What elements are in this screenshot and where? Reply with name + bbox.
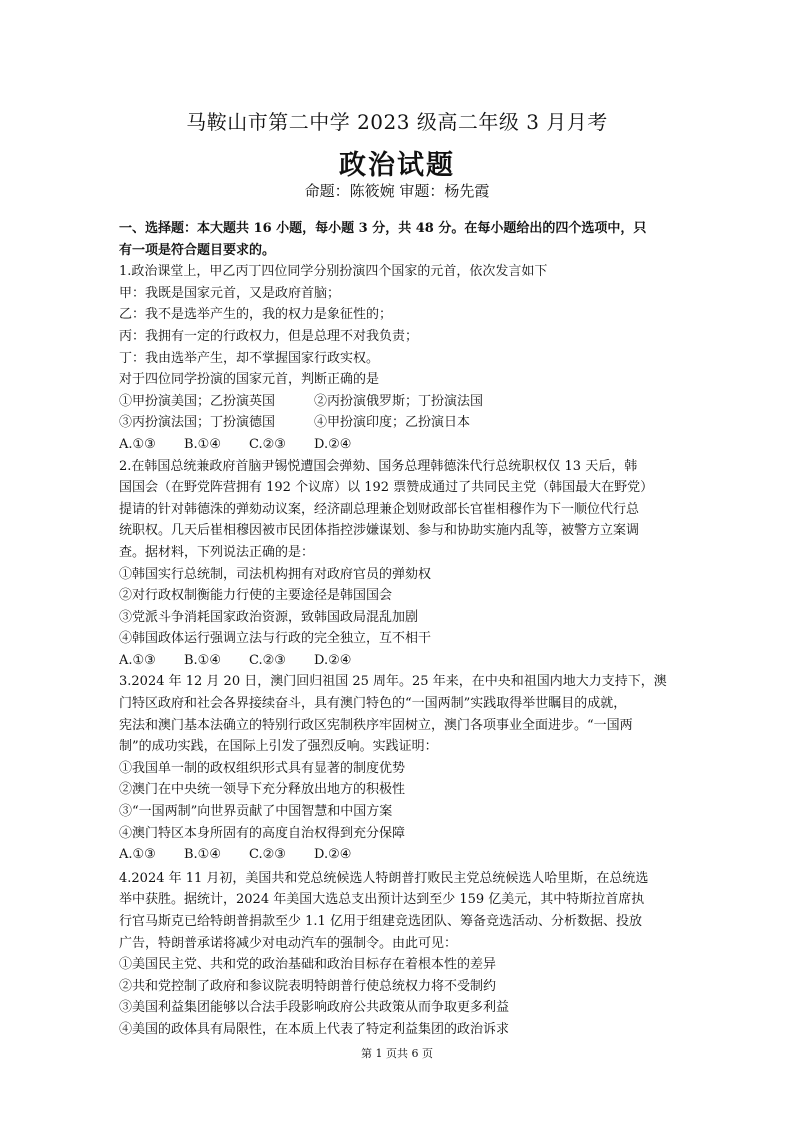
q2-choice-d: D.②④	[314, 652, 352, 668]
page-footer: 第 1 页共 6 页	[361, 1047, 433, 1060]
q1-stem: 1.政治课堂上，甲乙丙丁四位同学分别扮演四个国家的元首，依次发言如下	[119, 264, 548, 280]
q2-option-4: ④韩国政体运行强调立法与行政的完全独立，互不相干	[119, 631, 432, 647]
q1-choice-c: C.②③	[249, 436, 286, 452]
q4-option-4: ④美国的政体具有局限性，在本质上代表了特定利益集团的政治诉求	[119, 1021, 510, 1037]
q3-option-3: ③“一国两制”向世界贡献了中国智慧和中国方案	[119, 804, 393, 820]
q3-choices	[119, 844, 679, 866]
q2-line: 统职权。几天后崔相穆因被市民团体指控涉嫌谋划、参与和协助实施内乱等，被警方立案调	[119, 523, 640, 539]
q4-line: 广告，特朗普承诺将减少对电动汽车的强制令。由此可见：	[119, 935, 458, 951]
q4-line: 4.2024 年 11 月初，美国共和党总统候选人特朗普打败民主党总统候选人哈里斯，在总统选	[119, 870, 649, 886]
q2-option-3: ③党派斗争消耗国家政治资源，致韩国政局混乱加剧	[119, 609, 419, 625]
q4-line: 举中获胜。据统计，2024 年美国大选总支出预计达到至少 159 亿美元，其中特斯拉首席执	[119, 892, 645, 908]
q1-choice-d: D.②④	[314, 436, 352, 452]
q3-line: 3.2024 年 12 月 20 日，澳门回归祖国 25 周年。25 年来，在中央和祖国内地大力支持下，澳	[119, 674, 667, 690]
q1-option-1: ①甲扮演美国；乙扮演英国	[119, 393, 276, 409]
q2-line: 查。据材料，下列说法正确的是：	[119, 544, 315, 560]
q1-question: 对于四位同学扮演的国家元首，判断正确的是	[119, 372, 380, 388]
q1-option-4: ④甲扮演印度；乙扮演日本	[314, 415, 471, 431]
q4-option-1: ①美国民主党、共和党的政治基础和政治目标存在着根本性的差异	[119, 957, 497, 973]
subject-title: 政治试题	[339, 150, 455, 181]
q2-option-2: ②对行政权制衡能力行使的主要途径是韩国国会	[119, 588, 393, 604]
q3-option-2: ②澳门在中央统一领导下充分释放出地方的积极性	[119, 782, 406, 798]
q1-option-3: ③丙扮演法国；丁扮演德国	[119, 415, 276, 431]
q1-choices	[119, 434, 679, 456]
q3-line: 门特区政府和社会各界接续奋斗，具有澳门特色的“一国两制”实践取得举世瞩目的成就，	[119, 696, 627, 712]
q3-line: 宪法和澳门基本法确立的特别行政区宪制秩序牢固树立，澳门各项事业全面进步。“一国两	[119, 717, 633, 733]
q1-statement-bing: 丙：我拥有一定的行政权力，但是总理不对我负责；	[119, 328, 419, 344]
q3-choice-b: B.①④	[184, 847, 221, 863]
q4-option-3: ③美国利益集团能够以合法手段影响政府公共政策从而争取更多利益	[119, 1000, 510, 1016]
q2-line: 提请的针对韩德洙的弹劾动议案，经济副总理兼企划财政部长官崔相穆作为下一顺位代行总	[119, 501, 640, 517]
q3-choice-d: D.②④	[314, 847, 352, 863]
authors-line: 命题：陈筱婉 审题：杨先霞	[304, 182, 490, 200]
q4-line: 行官马斯克已给特朗普捐款至少 1.1 亿用于组建竞选团队、筹备竞选活动、分析数据、投放	[119, 914, 642, 929]
q1-options-row2	[119, 412, 679, 434]
q1-choice-a: A.①③	[119, 436, 156, 452]
q2-choice-a: A.①③	[119, 652, 156, 668]
q3-option-1: ①我国单一制的政权组织形式具有显著的制度优势	[119, 760, 406, 776]
q1-options-row1	[119, 391, 679, 413]
exam-title: 马鞍山市第二中学 2023 级高二年级 3 月月考	[186, 110, 608, 134]
q3-option-4: ④澳门特区本身所固有的高度自治权得到充分保障	[119, 825, 406, 841]
q2-line: 国国会（在野党阵营拥有 192 个议席）以 192 票赞成通过了共同民主党（韩国最大在野党）	[119, 480, 654, 496]
q1-statement-jia: 甲：我既是国家元首，又是政府首脑；	[119, 285, 341, 301]
q1-statement-yi: 乙：我不是选举产生的，我的权力是象征性的；	[119, 307, 393, 323]
q3-line: 制”的成功实践，在国际上引发了强烈反响。实践证明：	[119, 739, 438, 755]
q2-line: 2.在韩国总统兼政府首脑尹锡悦遭国会弹劾、国务总理韩德洙代行总统职权仅 13 天后，韩	[119, 458, 638, 474]
q2-choice-b: B.①④	[184, 652, 221, 668]
q3-choice-a: A.①③	[119, 847, 156, 863]
section-heading-line1: 一、选择题：本大题共 16 小题，每小题 3 分，共 48 分。在每小题给出的四个选项中，只	[119, 221, 647, 236]
q2-option-1: ①韩国实行总统制，司法机构拥有对政府官员的弹劾权	[119, 566, 432, 582]
q4-option-2: ②共和党控制了政府和参议院表明特朗普行使总统权力将不受制约	[119, 978, 497, 994]
q1-option-2: ②丙扮演俄罗斯；丁扮演法国	[314, 393, 484, 409]
q3-choice-c: C.②③	[249, 847, 286, 863]
q2-choices	[119, 650, 679, 672]
q1-choice-b: B.①④	[184, 436, 221, 452]
q1-statement-ding: 丁：我由选举产生，却不掌握国家行政实权。	[119, 350, 380, 366]
section-heading-line2: 有一项是符合题目要求的。	[119, 242, 276, 258]
exam-body	[119, 218, 679, 1041]
q2-choice-c: C.②③	[249, 652, 286, 668]
